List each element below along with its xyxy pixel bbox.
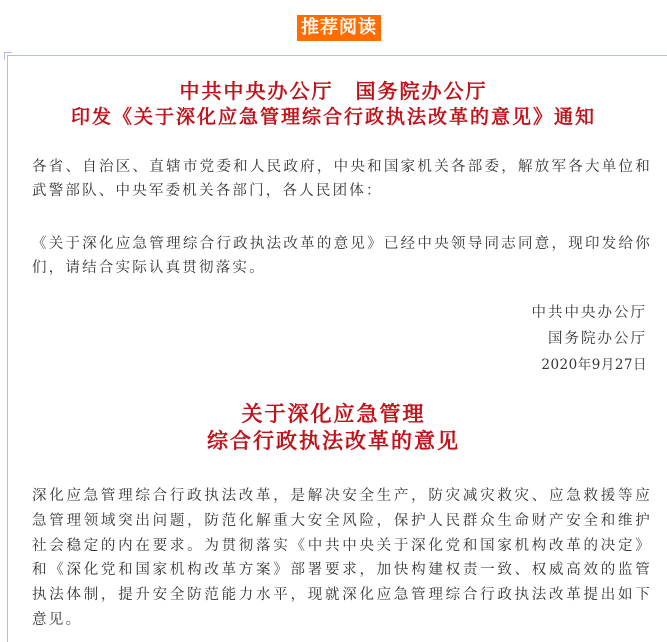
- signature-central-office: 中共中央办公厅: [531, 305, 647, 321]
- notice-addressees: 各省、自治区、直辖市党委和人民政府，中央和国家机关各部委，解放军各大单位和武警部队、中央军委机关各部门，各人民团体：: [32, 159, 652, 199]
- notice-title-subject: 印发《关于深化应急管理综合行政执法改革的意见》通知: [70, 106, 596, 128]
- recommended-reading-badge: 推荐阅读: [297, 15, 381, 41]
- notice-body: 《关于深化应急管理综合行政执法改革的意见》已经中央领导同志同意，现印发给你们，请结合实际认真贯彻落实。: [32, 236, 652, 276]
- opinion-intro-paragraph: 深化应急管理综合行政执法改革，是解决安全生产，防灾减灾救灾、应急救援等应急管理领域突出问题，防范化解重大安全风险，保护人民群众生命财产安全和维护社会稳定的内在要求。为贯彻落实《中共中央关于深化党和国家机构改革的决定》和《深化党和国家机构改革方案》部署要求，加快构建权责一致、权威高效的监管执法体制，提升安全防范能力水平，现就深化应急管理综合行政执法改革提出如下意见。: [32, 488, 652, 628]
- notice-date: 2020年9月27日: [541, 357, 647, 373]
- opinion-title-line2: 综合行政执法改革的意见: [207, 428, 460, 453]
- notice-title-issuers: 中共中央办公厅 国务院办公厅: [179, 79, 488, 103]
- signature-state-council-office: 国务院办公厅: [548, 331, 647, 347]
- opinion-title-line1: 关于深化应急管理: [241, 401, 426, 426]
